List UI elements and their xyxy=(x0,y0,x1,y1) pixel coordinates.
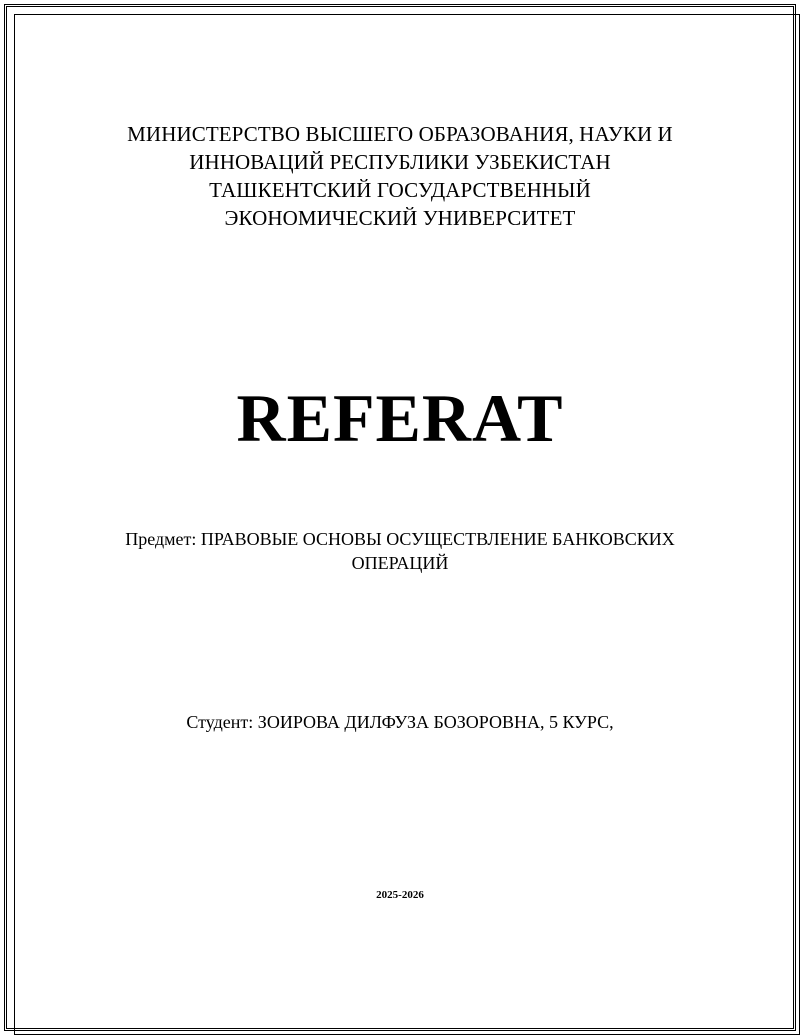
ministry-line-1: МИНИСТЕРСТВО ВЫСШЕГО ОБРАЗОВАНИЯ, НАУКИ И xyxy=(127,122,673,146)
ministry-line-4: ЭКОНОМИЧЕСКИЙ УНИВЕРСИТЕТ xyxy=(224,206,576,230)
subject-label: Предмет: xyxy=(125,529,197,549)
subject-line-1 xyxy=(0,527,800,551)
student-value: ЗОИРОВА ДИЛФУЗА БОЗОРОВНА, 5 КУРС, xyxy=(257,712,614,732)
subject-block xyxy=(0,527,800,575)
ministry-line-2: ИННОВАЦИЙ РЕСПУБЛИКИ УЗБЕКИСТАН xyxy=(189,150,611,174)
ministry-header xyxy=(0,120,800,232)
student-block xyxy=(0,710,800,734)
subject-value-line-2: ОПЕРАЦИЙ xyxy=(351,553,449,573)
ministry-line-3: ТАШКЕНТСКИЙ ГОСУДАРСТВЕННЫЙ xyxy=(209,178,591,202)
subject-value-line-1: ПРАВОВЫЕ ОСНОВЫ ОСУЩЕСТВЛЕНИЕ БАНКОВСКИХ xyxy=(200,529,675,549)
academic-years: 2025-2026 xyxy=(376,889,424,901)
student-label: Студент: xyxy=(186,712,254,732)
document-title: REFERAT xyxy=(236,380,564,456)
